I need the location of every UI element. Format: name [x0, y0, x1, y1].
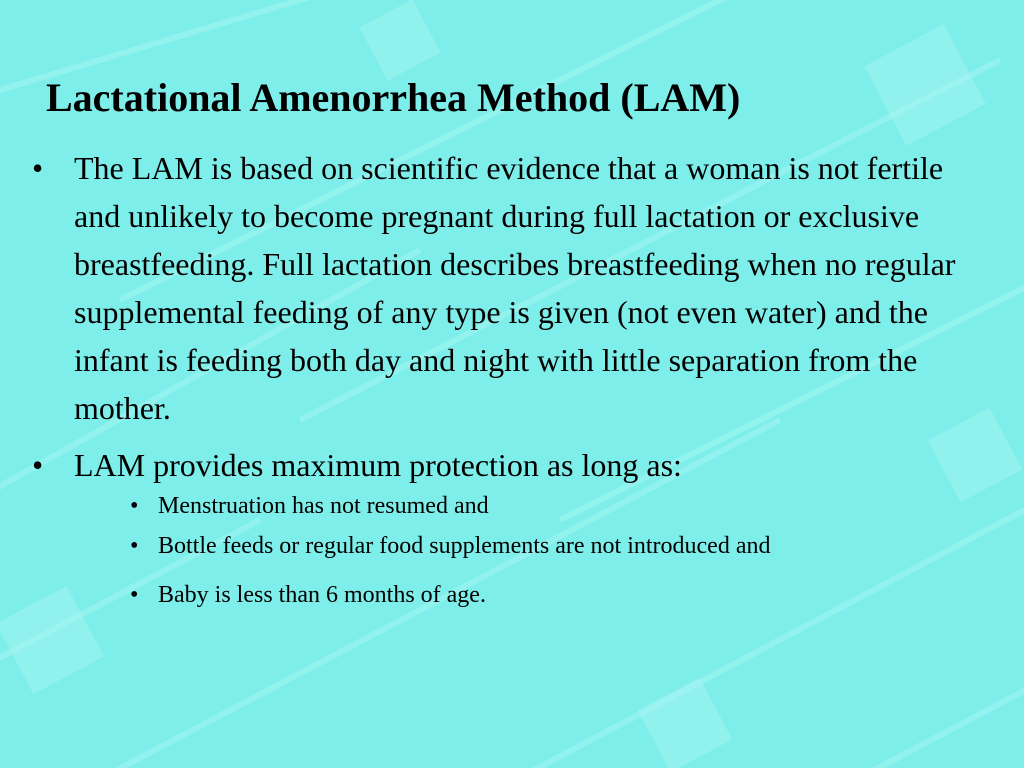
- sub-bullet-list: [130, 486, 850, 615]
- sub-bullet-item: [130, 526, 850, 566]
- sub-bullet-item: [130, 575, 850, 615]
- sub-bullet-text: Bottle feeds or regular food supplements are not introduced and: [158, 533, 771, 559]
- bullet-text: LAM provides maximum protection as long as:: [74, 447, 682, 483]
- bullet-list: [32, 144, 972, 624]
- bullet-item: [32, 441, 972, 615]
- bullet-icon: •: [32, 447, 44, 483]
- sub-bullet-icon: •: [130, 582, 139, 608]
- slide-title: Lactational Amenorrhea Method (LAM): [46, 75, 741, 120]
- bullet-text: The LAM is based on scientific evidence that a woman is not fertile and unlikely to become pregnant during full lactation or exclusive breastfeeding. Full lactation describes breastfeeding when no regular supplemental feeding of any type is given (not even water) and the infant is feeding both day and night with little separation from the mother.: [74, 150, 956, 426]
- sub-bullet-text: Baby is less than 6 months of age.: [158, 582, 486, 608]
- bullet-item: [32, 144, 972, 432]
- sub-bullet-icon: •: [130, 533, 139, 559]
- sub-bullet-item: [130, 486, 850, 526]
- sub-bullet-icon: •: [130, 493, 139, 519]
- bullet-icon: •: [32, 150, 44, 186]
- sub-bullet-text: Menstruation has not resumed and: [158, 493, 489, 519]
